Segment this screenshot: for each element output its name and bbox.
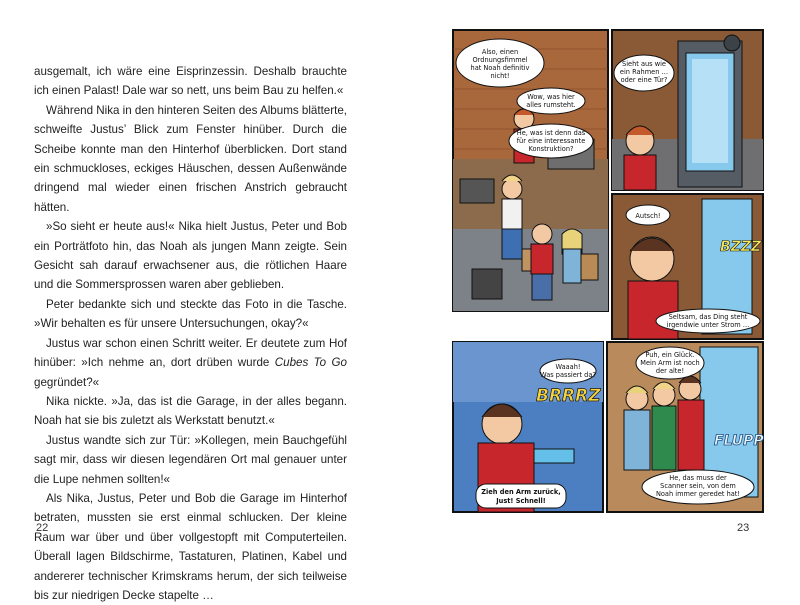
body-text [34, 62, 347, 605]
panel-2 [612, 194, 763, 339]
svg-text:Sieht aus wieein Rahmen …oder: Sieht aus wie ein Rahmen … oder eine Tür? [619, 60, 669, 84]
speech-bubble-3 [509, 124, 593, 158]
left-page [0, 0, 400, 602]
speech-bubble-8 [476, 484, 566, 508]
sfx-bzzz: BZZZ [720, 239, 762, 255]
kid-peter-portrait [624, 126, 656, 190]
company-name: Cubes To Go [274, 356, 347, 370]
speech-bubble-6 [656, 309, 760, 333]
svg-text:Autsch!: Autsch! [635, 212, 661, 220]
sfx-brrrz: BRRRZ [536, 386, 601, 406]
panel-portal-top [612, 30, 763, 190]
svg-text:Puh, ein Glück.Mein Arm ist no: Puh, ein Glück. Mein Arm ist noch der alte! [640, 351, 700, 375]
panel-3 [453, 342, 603, 512]
kid-justus-figure [531, 224, 553, 300]
paragraph-6: Nika nickte. »Ja, das ist die Garage, in der alles begann. Noah hat sie bis zuletzt als Werkstatt benutzt.« [34, 394, 347, 428]
paragraph-3: »So sieht er heute aus!« Nika hielt Justus, Peter und Bob ein Porträtfoto hin, das Noah als jungen Mann zeigte. Sein Gesicht sah darauf erwachsener aus, die rötlichen Haare und die Sommersprossen waren aber geblieben. [34, 220, 347, 292]
svg-text:Zieh den Arm zurück,Just! Schn: Zieh den Arm zurück, Just! Schnell! [481, 488, 561, 505]
svg-text:Seltsam, das Ding stehtirgendw: Seltsam, das Ding steht irgendwie unter Strom … [666, 313, 750, 329]
paragraph-1: ausgemalt, ich wäre eine Eisprinzessin. Deshalb brauchte ich einen Palast! Dale war so nett, uns beim Bau zu helfen.« [34, 65, 347, 98]
kid-bob-figure [502, 175, 522, 259]
page-number-right: 23 [737, 522, 750, 534]
svg-text:He, das muss derScanner sein,: He, das muss der Scanner sein, von dem Noah immer geredet hat! [655, 474, 741, 498]
paragraph-5: Justus war schon einen Schritt weiter. Er deutete zum Hof hinüber: »Ich nehme an, dort drüben wurde Cubes To Go gegründet?« [34, 336, 347, 389]
sfx-flupp: FLUPP [714, 433, 764, 449]
speech-bubble-1 [456, 39, 544, 87]
comic-page [452, 29, 764, 513]
speech-bubble-7 [540, 359, 596, 383]
panel-4 [607, 342, 764, 512]
svg-text:He, was ist denn dasfür eine i: He, was ist denn das für eine interessante Konstruktion? [516, 129, 586, 153]
paragraph-4: Peter bedankte sich und steckte das Foto in die Tasche. »Wir behalten es für unsere Untersuchungen, okay?« [34, 297, 347, 331]
paragraph-7: Justus wandte sich zur Tür: »Kollegen, mein Bauchgefühl sagt mir, dass wir diesen legendären Ort mal genauer unter die Lupe nehmen sollten!« [34, 433, 347, 486]
paragraph-8: Als Nika, Justus, Peter und Bob die Garage im Hinterhof betraten, mussten sie erst einmal schlucken. Der kleine Raum war über und über vollgestopft mit Computerteilen. Überall lagen Bildschirme, Tastaturen, Platinen, Kabel und andererer technischer Krimskrams herum, der sich teilweise bis zur niedrigen Decke stapelte … [34, 491, 347, 602]
panel-1 [453, 30, 608, 311]
kid-nika-figure [562, 229, 582, 283]
bubble-line: Also, einen Ordnungsfimmel hat Noah definitiv nicht! [470, 48, 530, 80]
paragraph-2: Während Nika in den hinteren Seiten des Albums blätterte, schweifte Justus’ Blick zum Fenster hinüber. Durch die Scheibe konnte man den Hinterhof überblicken. Dort stand ein schmuckloses, eckiges Häuschen, dessen Außenwände dringend mal wieder einen frischen Anstrich gebraucht hätten. [34, 103, 347, 214]
speech-bubble-9 [636, 347, 704, 379]
kids-group [624, 376, 704, 470]
page-number-left: 22 [36, 522, 49, 534]
speech-bubble-5 [626, 205, 670, 225]
svg-text:Waaah!Was passiert da?: Waaah! Was passiert da? [540, 363, 596, 379]
speech-bubble-2 [517, 88, 585, 114]
svg-text:Wow, was hieralles rumsteht.: Wow, was hier alles rumsteht. [526, 93, 576, 109]
speech-bubble-10 [642, 470, 754, 504]
speech-bubble-4 [614, 55, 674, 91]
